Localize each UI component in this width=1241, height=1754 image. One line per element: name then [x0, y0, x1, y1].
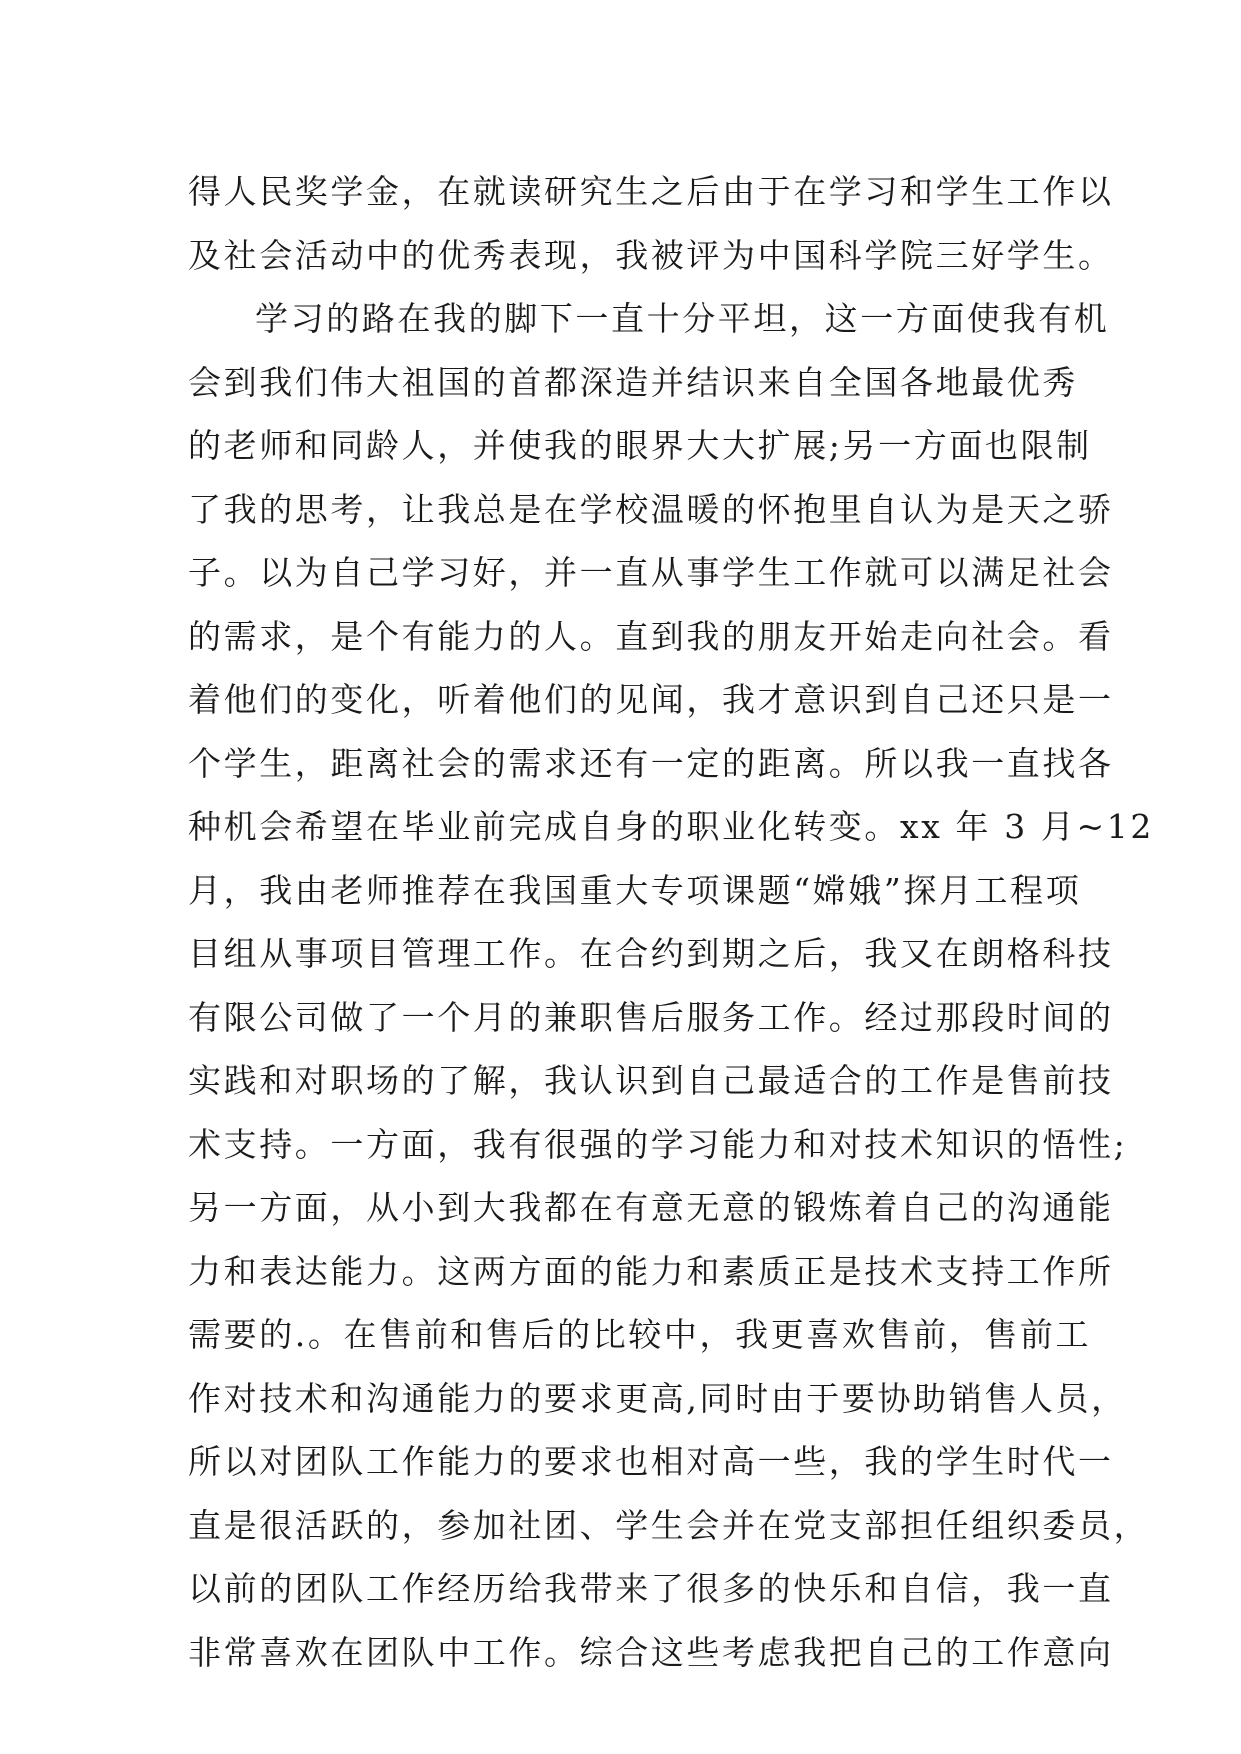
text-line: 实践和对职场的了解，我认识到自己最适合的工作是售前技 — [188, 1061, 1114, 1100]
text-line: 的需求，是个有能力的人。直到我的朋友开始走向社会。看 — [188, 616, 1114, 656]
text-line: 以前的团队工作经历给我带来了很多的快乐和自信，我一直 — [188, 1569, 1114, 1608]
text-line: 非常喜欢在团队中工作。综合这些考虑我把自己的工作意向 — [188, 1632, 1114, 1672]
text-line: 力和表达能力。这两方面的能力和素质正是技术支持工作所 — [188, 1251, 1114, 1291]
paragraph-start-line: 学习的路在我的脚下一直十分平坦，这一方面使我有机 — [255, 299, 1110, 338]
text-line: 术支持。一方面，我有很强的学习能力和对技术知识的悟性; — [188, 1124, 1128, 1164]
text-line: 个学生，距离社会的需求还有一定的距离。所以我一直找各 — [188, 743, 1114, 783]
text-line: 的老师和同龄人，并使我的眼界大大扩展;另一方面也限制 — [188, 426, 1092, 465]
text-line: 子。以为自己学习好，并一直从事学生工作就可以满足社会 — [188, 553, 1114, 592]
text-line: 直是很活跃的，参加社团、学生会并在党支部担任组织委员， — [188, 1505, 1150, 1545]
text-line: 需要的.。在售前和售后的比较中，我更喜欢售前，售前工 — [188, 1315, 1092, 1354]
text-line: 种机会希望在毕业前完成自身的职业化转变。xx 年 3 月~12 — [188, 807, 1154, 846]
text-line: 着他们的变化，听着他们的见闻，我才意识到自己还只是一 — [188, 680, 1114, 719]
text-line: 了我的思考，让我总是在学校温暖的怀抱里自认为是天之骄 — [188, 489, 1114, 529]
text-line: 会到我们伟大祖国的首都深造并结识来自全国各地最优秀 — [188, 362, 1078, 402]
body-text — [188, 160, 1154, 1684]
text-line: 及社会活动中的优秀表现，我被评为中国科学院三好学生。 — [188, 235, 1114, 275]
text-line: 另一方面，从小到大我都在有意无意的锻炼着自己的沟通能 — [188, 1188, 1114, 1227]
text-line: 目组从事项目管理工作。在合约到期之后，我又在朗格科技 — [188, 934, 1114, 973]
text-line: 作对技术和沟通能力的要求更高,同时由于要协助销售人员， — [188, 1378, 1127, 1418]
text-line: 有限公司做了一个月的兼职售后服务工作。经过那段时间的 — [188, 997, 1114, 1037]
text-line: 月，我由老师推荐在我国重大专项课题“嫦娥”探月工程项 — [188, 870, 1082, 910]
text-line: 所以对团队工作能力的要求也相对高一些，我的学生时代一 — [188, 1442, 1114, 1481]
text-line: 得人民奖学金，在就读研究生之后由于在学习和学生工作以 — [188, 172, 1114, 211]
